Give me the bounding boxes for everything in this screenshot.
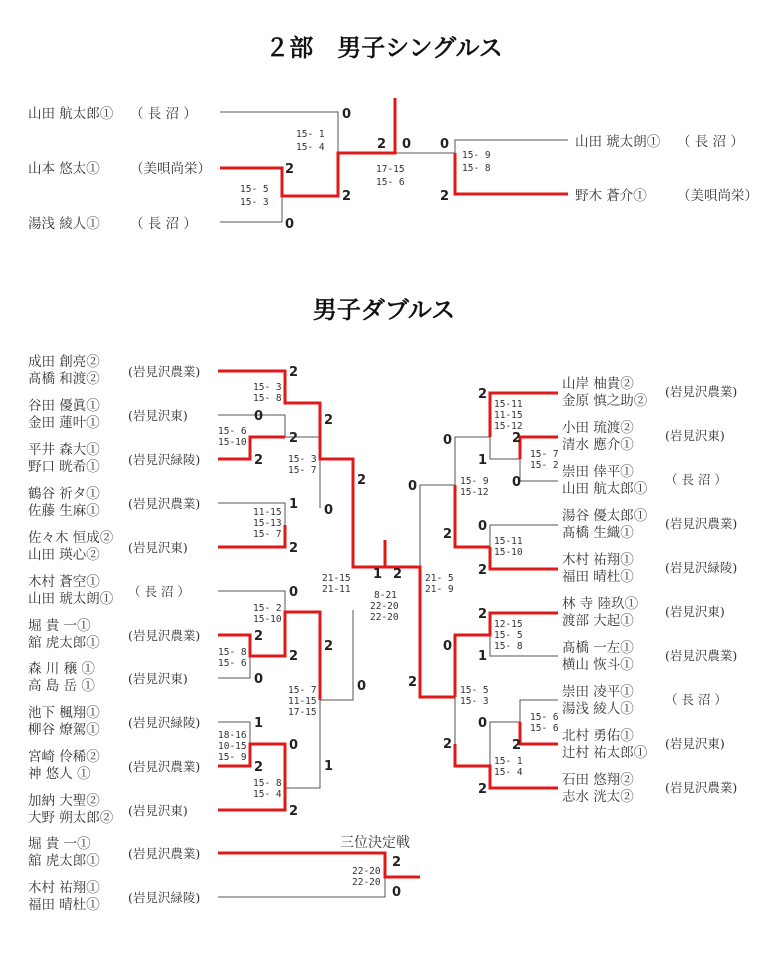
result-number: 2 [408,675,418,690]
result-number: 0 [289,585,299,600]
pair-player: 辻村 祐太郎① [562,745,648,761]
set-score: 21-11 [322,584,351,595]
result-number: 2 [478,563,488,578]
singles-score: 15- 6 [376,177,405,188]
pair-player: 池下 楓翔① [28,705,100,721]
set-score: 15-11 [494,399,523,410]
singles-result: 2 [342,189,352,204]
pair-player: 小田 琉渡② [562,420,634,436]
set-score: 15- 2 [253,603,282,614]
singles-player-team: （ 長 沼 ） [130,216,197,232]
result-number: 2 [289,541,299,556]
pair-team: （ 長 沼 ） [665,472,727,487]
singles-score: 17-15 [376,164,405,175]
result-number: 2 [289,649,299,664]
final-score: 22-20 [370,612,399,623]
singles-player-name: 野木 蒼介① [575,188,647,204]
set-score: 10-15 [218,741,247,752]
pair-player: 崇田 倖平① [562,464,634,480]
singles-score: 15- 4 [296,142,325,153]
singles-player-team: （ 長 沼 ） [677,134,744,150]
pair-player: 林 寺 陸玖① [562,596,639,612]
singles-result: 2 [285,162,295,177]
pair-player: 山田 航太郎① [562,481,648,497]
pair-team: (岩見沢緑陵) [665,560,738,575]
set-score: 15- 6 [530,712,559,723]
pair-player: 山田 瑛心② [28,547,100,563]
pair-player: 木村 祐翔① [28,880,100,896]
set-score: 15- 3 [253,382,282,393]
set-score: 15- 5 [494,630,523,641]
win-line [218,853,420,877]
pair-player: 北村 勇佑① [562,728,634,744]
pair-team: (岩見沢農業) [665,648,738,663]
singles-player-team: （ 長 沼 ） [130,106,197,122]
result-number: 2 [443,527,453,542]
singles-player-name: 山本 悠太① [28,161,100,177]
final-result-left: 1 [373,567,383,582]
set-score: 15- 8 [253,778,282,789]
pair-player: 金田 蓮叶① [28,415,100,431]
third-score: 22-20 [352,877,381,888]
result-number: 0 [443,639,453,654]
pair-player: 成田 創亮② [28,354,100,370]
set-score: 12-15 [494,619,523,630]
result-number: 2 [443,737,453,752]
result-number: 2 [289,804,299,819]
result-number: 0 [512,475,522,490]
pair-player: 加納 大聖② [28,793,100,809]
singles-player-team: （美唄尚栄） [677,188,758,204]
pair-player: 木村 祐翔① [562,552,634,568]
pair-team: (岩見沢東) [128,408,188,423]
set-score: 15- 4 [494,767,523,778]
pair-player: 佐藤 生麻① [28,503,100,519]
pair-team: （ 長 沼 ） [128,584,190,599]
result-number: 2 [478,782,488,797]
singles-player-team: （美唄尚栄） [130,161,211,177]
pair-player: 森 川 穣 ① [28,661,95,677]
result-number: 1 [478,453,488,468]
singles-result: 0 [285,217,295,232]
result-number: 2 [512,738,522,753]
final-score: 8-21 [374,590,397,601]
singles-player-name: 山田 航太郎① [28,106,114,122]
set-score: 11-15 [288,696,317,707]
set-score: 15- 8 [253,393,282,404]
set-score: 21- 9 [425,584,454,595]
set-score: 11-15 [253,507,282,518]
third-place-match [28,835,410,913]
result-number: 0 [254,409,264,424]
result-number: 2 [324,413,334,428]
set-score: 15- 5 [460,685,489,696]
pair-player: 堀 貴 一① [28,836,91,852]
singles-result: 2 [377,137,387,152]
pair-player: 志水 洸太② [562,789,634,805]
pair-team: (岩見沢東) [665,428,725,443]
pair-player: 髙橋 一左① [562,640,634,656]
set-score: 15-12 [494,421,523,432]
set-score: 21-15 [322,573,351,584]
singles-score: 15- 5 [240,184,269,195]
result-number: 1 [254,716,264,731]
pair-player: 舘 虎太郎① [28,635,100,651]
singles-score: 15- 9 [462,150,491,161]
pair-player: 佐々木 恒成② [28,530,114,546]
singles-result: 2 [440,189,450,204]
set-score: 15- 6 [218,426,247,437]
set-score: 17-15 [288,707,317,718]
doubles-left-bracket [28,353,420,897]
pair-team: (岩見沢農業) [128,759,201,774]
third-result-bottom: 0 [392,885,402,900]
result-number: 2 [254,453,264,468]
pair-team: (岩見沢東) [665,604,725,619]
set-score: 15- 6 [530,723,559,734]
singles-player-name: 山田 琥太朗① [575,134,661,150]
pair-player: 鶴谷 祈タ① [28,486,100,502]
set-score: 15- 3 [460,696,489,707]
set-score: 15-11 [494,536,523,547]
result-number: 2 [357,473,367,488]
pair-team: (岩見沢緑陵) [128,890,201,905]
result-number: 0 [289,738,299,753]
singles-bracket [28,98,758,232]
result-number: 2 [478,607,488,622]
pair-team: (岩見沢緑陵) [128,715,201,730]
result-number: 0 [324,503,334,518]
pair-team: (岩見沢農業) [665,384,738,399]
pair-player: 野口 晄希① [28,459,100,475]
result-number: 0 [357,679,367,694]
doubles-title: 男子ダブルス [312,296,456,324]
set-score: 15- 4 [253,789,282,800]
pair-player: 谷田 優眞① [28,398,100,414]
pair-player: 崇田 凌平① [562,684,634,700]
result-number: 1 [324,759,334,774]
bracket-line [420,485,455,567]
pair-player: 神 悠人 ① [28,766,91,782]
pair-player: 髙橋 和渡② [28,371,100,387]
pair-player: 渡部 大起① [562,613,634,629]
result-number: 2 [478,387,488,402]
pair-player: 高 島 岳 ① [28,678,95,694]
pair-player: 木村 蒼空① [28,574,100,590]
set-score: 15- 3 [288,454,317,465]
result-number: 0 [478,519,488,534]
set-score: 15-10 [218,437,247,448]
set-score: 15-12 [460,487,489,498]
set-score: 15- 7 [253,529,282,540]
pair-player: 石田 悠翔② [562,772,634,788]
pair-player: 福田 晴杜① [28,897,100,913]
singles-score: 15- 8 [462,163,491,174]
result-number: 0 [478,716,488,731]
third-place-title: 三位決定戦 [340,835,410,851]
singles-score: 15- 1 [296,129,325,140]
pair-player: 柳谷 燎駕① [28,722,100,738]
result-number: 2 [289,365,299,380]
set-score: 18-16 [218,730,247,741]
pair-player: 横山 恢斗① [562,657,634,673]
pair-player: 清水 應介① [562,437,634,453]
pair-player: 山岸 柚貴② [562,376,634,392]
pair-team: (岩見沢農業) [665,516,738,531]
result-number: 2 [254,629,264,644]
pair-player: 舘 虎太郎① [28,853,100,869]
set-score: 15- 9 [460,476,489,487]
pair-team: (岩見沢東) [128,803,188,818]
pair-team: (岩見沢農業) [128,846,201,861]
third-score: 22-20 [352,866,381,877]
singles-result: 0 [440,137,450,152]
bracket-line [320,610,353,700]
singles-result: 0 [402,137,412,152]
pair-player: 湯浅 綾人① [562,701,634,717]
set-score: 15- 1 [494,756,523,767]
set-score: 11-15 [494,410,523,421]
set-score: 15- 6 [218,658,247,669]
pair-player: 髙橋 生織① [562,525,634,541]
pair-team: (岩見沢農業) [665,780,738,795]
pair-player: 堀 貴 一① [28,618,91,634]
set-score: 15- 7 [530,449,559,460]
singles-score: 15- 3 [240,197,269,208]
result-number: 0 [443,433,453,448]
pair-player: 福田 晴杜① [562,569,634,585]
pair-team: (岩見沢東) [128,671,188,686]
pair-player: 大野 朔太郎② [28,810,114,826]
pair-team: (岩見沢農業) [128,364,201,379]
pair-team: (岩見沢農業) [128,496,201,511]
set-score: 15- 8 [218,647,247,658]
set-score: 15- 9 [218,752,247,763]
set-score: 15- 2 [530,460,559,471]
pair-team: （ 長 沼 ） [665,692,727,707]
result-number: 2 [289,431,299,446]
pair-player: 金原 慎之助② [562,393,648,409]
set-score: 15-10 [494,547,523,558]
result-number: 2 [254,760,264,775]
set-score: 21- 5 [425,573,454,584]
third-result-top: 2 [392,855,402,870]
result-number: 1 [478,649,488,664]
pair-player: 山田 琥太朗① [28,591,114,607]
result-number: 1 [289,497,299,512]
set-score: 15-13 [253,518,282,529]
result-number: 2 [512,431,522,446]
right-pairs [562,375,737,805]
pair-player: 宮崎 伶稀② [28,749,100,765]
pair-player: 平井 森大① [28,442,100,458]
pair-team: (岩見沢農業) [128,628,201,643]
pair-team: (岩見沢緑陵) [128,452,201,467]
pair-team: (岩見沢東) [128,540,188,555]
set-score: 15- 7 [288,465,317,476]
set-score: 15-10 [253,614,282,625]
set-score: 15- 7 [288,685,317,696]
doubles-right-bracket [408,375,737,805]
final-score: 22-20 [370,601,399,612]
singles-title: ２部 男子シングルス [265,34,503,62]
singles-result: 0 [342,107,352,122]
singles-player-name: 湯浅 綾人① [28,216,100,232]
pair-team: (岩見沢東) [665,736,725,751]
result-number: 2 [324,639,334,654]
result-number: 0 [254,672,264,687]
set-score: 15- 8 [494,641,523,652]
left-pairs [28,353,200,826]
result-number: 0 [408,479,418,494]
pair-player: 湯谷 優太郎① [562,508,648,524]
final-result-right: 2 [393,567,403,582]
